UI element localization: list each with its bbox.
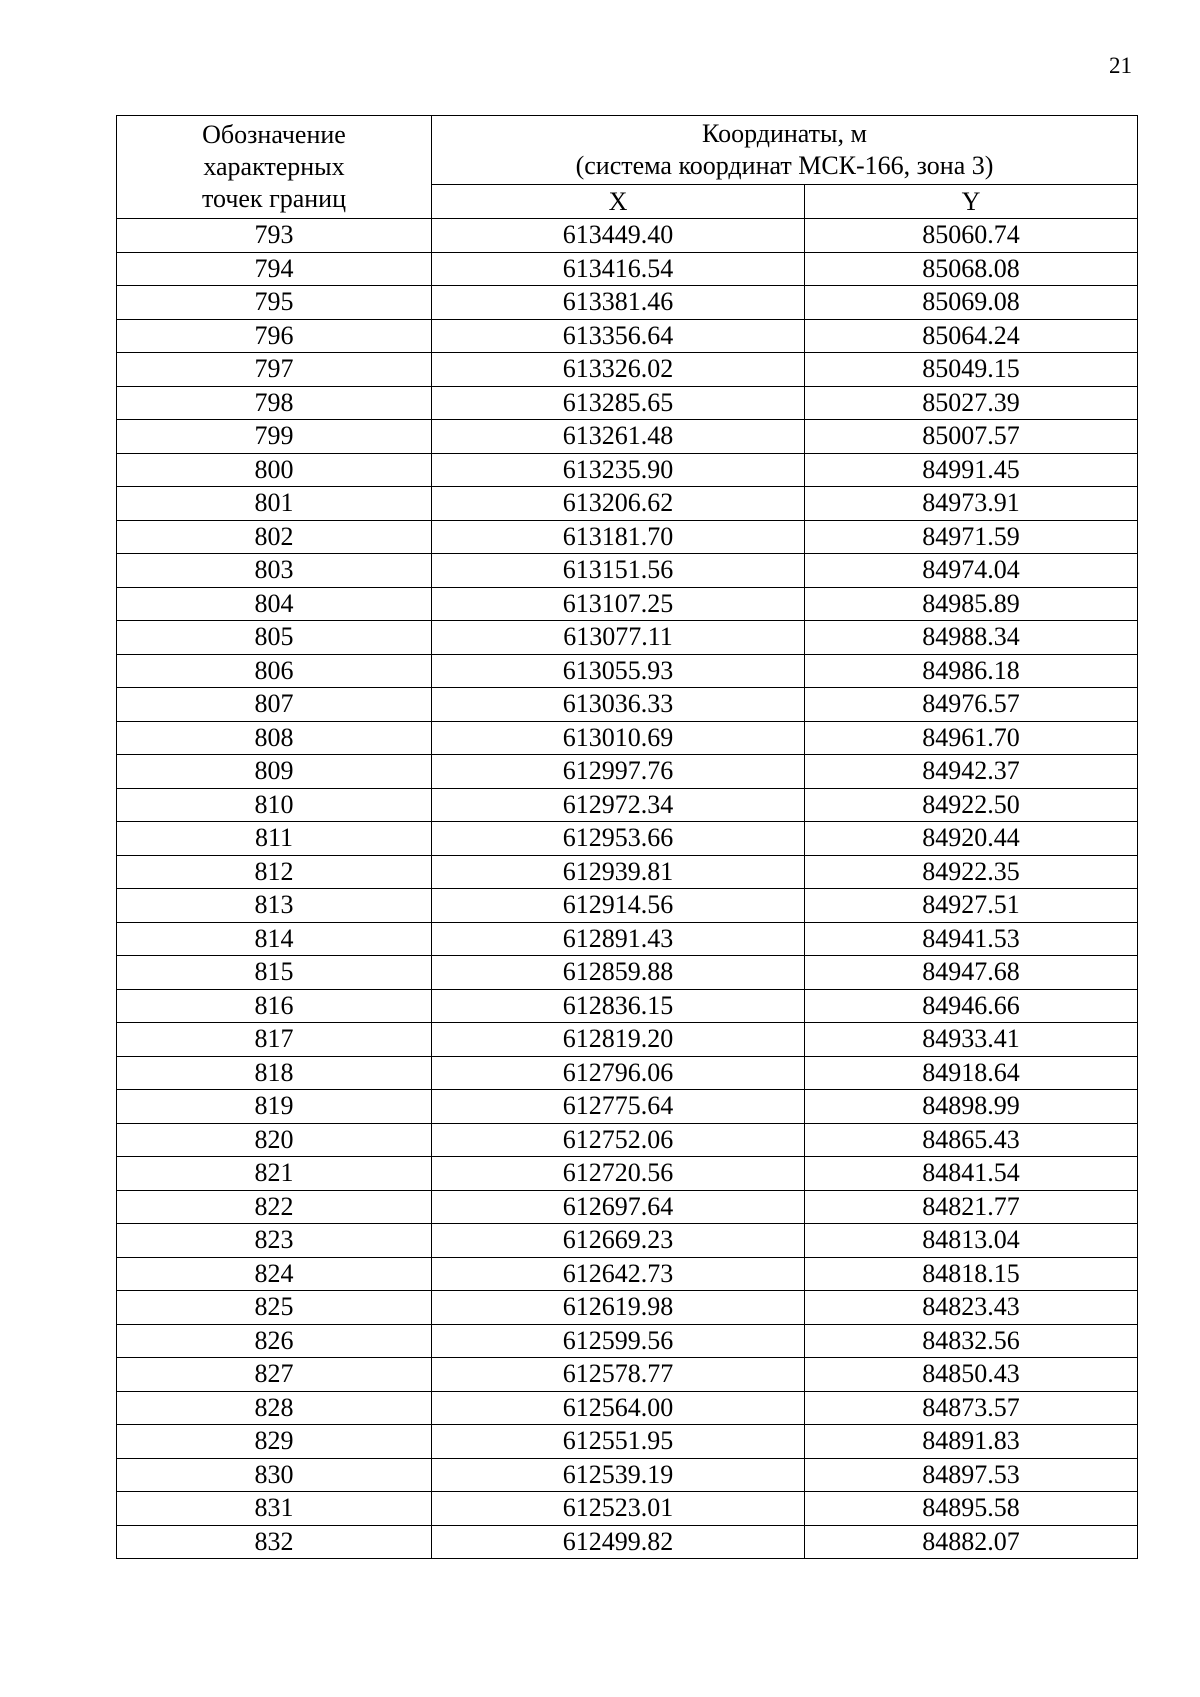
cell-y: 85007.57 — [805, 420, 1138, 454]
cell-point: 793 — [117, 219, 432, 253]
table-row — [117, 889, 1138, 923]
cell-x: 613261.48 — [432, 420, 805, 454]
table-row — [117, 621, 1138, 655]
table-row — [117, 554, 1138, 588]
cell-x: 612523.01 — [432, 1492, 805, 1526]
cell-point: 802 — [117, 520, 432, 554]
cell-x: 613077.11 — [432, 621, 805, 655]
table-row — [117, 1425, 1138, 1459]
table-row — [117, 453, 1138, 487]
cell-y: 85049.15 — [805, 353, 1138, 387]
cell-x: 612972.34 — [432, 788, 805, 822]
table-row — [117, 721, 1138, 755]
cell-y: 84988.34 — [805, 621, 1138, 655]
cell-point: 794 — [117, 252, 432, 286]
table-row — [117, 1157, 1138, 1191]
cell-point: 801 — [117, 487, 432, 521]
cell-x: 612669.23 — [432, 1224, 805, 1258]
table-row — [117, 788, 1138, 822]
table-row — [117, 1123, 1138, 1157]
table-row — [117, 1391, 1138, 1425]
cell-y: 84946.66 — [805, 989, 1138, 1023]
cell-point: 822 — [117, 1190, 432, 1224]
cell-x: 612796.06 — [432, 1056, 805, 1090]
table-row — [117, 420, 1138, 454]
cell-y: 84974.04 — [805, 554, 1138, 588]
cell-x: 613010.69 — [432, 721, 805, 755]
table-row — [117, 487, 1138, 521]
table-row — [117, 1358, 1138, 1392]
cell-x: 612551.95 — [432, 1425, 805, 1459]
header-coordinates — [432, 116, 1138, 185]
table-row — [117, 1257, 1138, 1291]
cell-y: 84898.99 — [805, 1090, 1138, 1124]
cell-x: 612619.98 — [432, 1291, 805, 1325]
cell-point: 827 — [117, 1358, 432, 1392]
cell-x: 613326.02 — [432, 353, 805, 387]
cell-point: 825 — [117, 1291, 432, 1325]
table-row — [117, 1224, 1138, 1258]
cell-point: 799 — [117, 420, 432, 454]
cell-y: 84882.07 — [805, 1525, 1138, 1559]
cell-y: 84813.04 — [805, 1224, 1138, 1258]
cell-y: 84927.51 — [805, 889, 1138, 923]
table-row — [117, 1291, 1138, 1325]
table-row — [117, 956, 1138, 990]
cell-x: 612539.19 — [432, 1458, 805, 1492]
cell-x: 613416.54 — [432, 252, 805, 286]
cell-point: 817 — [117, 1023, 432, 1057]
table-row — [117, 1458, 1138, 1492]
table-body — [117, 219, 1138, 1559]
cell-x: 613206.62 — [432, 487, 805, 521]
cell-x: 613036.33 — [432, 688, 805, 722]
cell-x: 613235.90 — [432, 453, 805, 487]
table-row — [117, 688, 1138, 722]
cell-x: 612720.56 — [432, 1157, 805, 1191]
cell-y: 84985.89 — [805, 587, 1138, 621]
cell-y: 84961.70 — [805, 721, 1138, 755]
cell-point: 806 — [117, 654, 432, 688]
cell-y: 84918.64 — [805, 1056, 1138, 1090]
cell-point: 804 — [117, 587, 432, 621]
header-point-line: характерных — [203, 152, 345, 181]
table-row — [117, 353, 1138, 387]
cell-x: 612564.00 — [432, 1391, 805, 1425]
cell-point: 796 — [117, 319, 432, 353]
cell-x: 612859.88 — [432, 956, 805, 990]
table-row — [117, 1023, 1138, 1057]
cell-x: 613181.70 — [432, 520, 805, 554]
cell-point: 829 — [117, 1425, 432, 1459]
cell-x: 612819.20 — [432, 1023, 805, 1057]
cell-x: 613285.65 — [432, 386, 805, 420]
cell-point: 807 — [117, 688, 432, 722]
header-y: Y — [805, 185, 1138, 219]
cell-point: 810 — [117, 788, 432, 822]
cell-x: 612891.43 — [432, 922, 805, 956]
cell-x: 612578.77 — [432, 1358, 805, 1392]
cell-y: 85069.08 — [805, 286, 1138, 320]
header-point-line: точек границ — [201, 184, 347, 213]
cell-point: 808 — [117, 721, 432, 755]
cell-y: 84976.57 — [805, 688, 1138, 722]
cell-x: 612914.56 — [432, 889, 805, 923]
cell-x: 612499.82 — [432, 1525, 805, 1559]
cell-y: 84895.58 — [805, 1492, 1138, 1526]
cell-y: 84897.53 — [805, 1458, 1138, 1492]
cell-point: 816 — [117, 989, 432, 1023]
table-row — [117, 252, 1138, 286]
cell-y: 84986.18 — [805, 654, 1138, 688]
cell-point: 798 — [117, 386, 432, 420]
table-row — [117, 755, 1138, 789]
table-row — [117, 587, 1138, 621]
cell-point: 826 — [117, 1324, 432, 1358]
header-point-designation — [117, 116, 432, 219]
cell-point: 797 — [117, 353, 432, 387]
cell-y: 85064.24 — [805, 319, 1138, 353]
cell-point: 818 — [117, 1056, 432, 1090]
cell-point: 795 — [117, 286, 432, 320]
cell-x: 612642.73 — [432, 1257, 805, 1291]
header-point-line: Обозначение — [202, 120, 346, 149]
cell-y: 84823.43 — [805, 1291, 1138, 1325]
cell-x: 613151.56 — [432, 554, 805, 588]
table-row — [117, 1324, 1138, 1358]
cell-x: 612752.06 — [432, 1123, 805, 1157]
table-row — [117, 922, 1138, 956]
table-row — [117, 319, 1138, 353]
cell-y: 84891.83 — [805, 1425, 1138, 1459]
header-x: X — [432, 185, 805, 219]
cell-point: 821 — [117, 1157, 432, 1191]
cell-point: 824 — [117, 1257, 432, 1291]
cell-point: 819 — [117, 1090, 432, 1124]
cell-y: 84991.45 — [805, 453, 1138, 487]
cell-x: 612697.64 — [432, 1190, 805, 1224]
cell-x: 612939.81 — [432, 855, 805, 889]
header-coords-line: Координаты, м — [702, 119, 867, 149]
cell-y: 84942.37 — [805, 755, 1138, 789]
cell-x: 612775.64 — [432, 1090, 805, 1124]
table-row — [117, 386, 1138, 420]
cell-point: 820 — [117, 1123, 432, 1157]
table-row — [117, 989, 1138, 1023]
cell-point: 828 — [117, 1391, 432, 1425]
cell-point: 800 — [117, 453, 432, 487]
table-row — [117, 1090, 1138, 1124]
cell-y: 85027.39 — [805, 386, 1138, 420]
cell-y: 84971.59 — [805, 520, 1138, 554]
coordinates-table — [116, 115, 1138, 1559]
cell-x: 612836.15 — [432, 989, 805, 1023]
cell-y: 84821.77 — [805, 1190, 1138, 1224]
cell-y: 84818.15 — [805, 1257, 1138, 1291]
cell-y: 84850.43 — [805, 1358, 1138, 1392]
cell-point: 830 — [117, 1458, 432, 1492]
cell-point: 815 — [117, 956, 432, 990]
cell-x: 613055.93 — [432, 654, 805, 688]
cell-y: 84865.43 — [805, 1123, 1138, 1157]
table-row — [117, 1056, 1138, 1090]
cell-x: 612599.56 — [432, 1324, 805, 1358]
cell-point: 811 — [117, 822, 432, 856]
cell-y: 84922.50 — [805, 788, 1138, 822]
table-row — [117, 822, 1138, 856]
cell-y: 84873.57 — [805, 1391, 1138, 1425]
cell-x: 613381.46 — [432, 286, 805, 320]
table-row — [117, 520, 1138, 554]
cell-point: 805 — [117, 621, 432, 655]
cell-y: 84920.44 — [805, 822, 1138, 856]
cell-y: 84832.56 — [805, 1324, 1138, 1358]
cell-x: 613107.25 — [432, 587, 805, 621]
cell-point: 814 — [117, 922, 432, 956]
cell-y: 84941.53 — [805, 922, 1138, 956]
cell-point: 823 — [117, 1224, 432, 1258]
table-row — [117, 1190, 1138, 1224]
page-number: 21 — [1109, 53, 1132, 78]
header-coords-line: (система координат МСК-166, зона 3) — [575, 151, 994, 181]
cell-x: 612997.76 — [432, 755, 805, 789]
cell-x: 612953.66 — [432, 822, 805, 856]
cell-point: 812 — [117, 855, 432, 889]
cell-x: 613356.64 — [432, 319, 805, 353]
cell-point: 809 — [117, 755, 432, 789]
table-row — [117, 219, 1138, 253]
cell-y: 84973.91 — [805, 487, 1138, 521]
cell-point: 832 — [117, 1525, 432, 1559]
table-row — [117, 1492, 1138, 1526]
table-row — [117, 654, 1138, 688]
table-row — [117, 1525, 1138, 1559]
cell-y: 84922.35 — [805, 855, 1138, 889]
cell-x: 613449.40 — [432, 219, 805, 253]
cell-point: 831 — [117, 1492, 432, 1526]
table-header — [117, 116, 1138, 219]
cell-y: 85068.08 — [805, 252, 1138, 286]
cell-y: 84947.68 — [805, 956, 1138, 990]
cell-y: 84933.41 — [805, 1023, 1138, 1057]
cell-point: 813 — [117, 889, 432, 923]
table-row — [117, 855, 1138, 889]
cell-point: 803 — [117, 554, 432, 588]
cell-y: 84841.54 — [805, 1157, 1138, 1191]
table-row — [117, 286, 1138, 320]
cell-y: 85060.74 — [805, 219, 1138, 253]
